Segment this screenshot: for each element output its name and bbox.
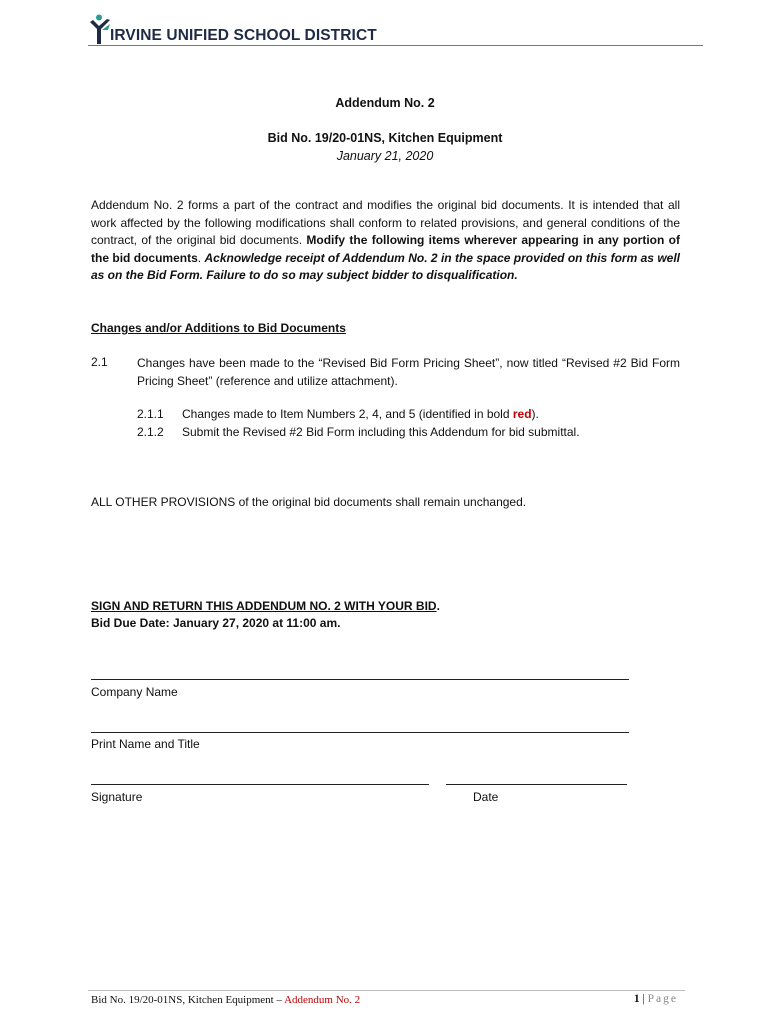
subitem-highlight: red bbox=[512, 407, 532, 421]
header-divider bbox=[88, 45, 703, 46]
intro-text: Addendum No. 2 forms a part of the contract and modifies the original bid documents. It is intended that all work affected by the following modifications shall conform to related provisions, and general conditions of the contract, of the original bid documents. bbox=[91, 198, 680, 247]
bid-due-date: Bid Due Date: January 27, 2020 at 11:00 am. bbox=[91, 616, 341, 630]
addendum-date: January 21, 2020 bbox=[336, 149, 434, 163]
page-number bbox=[634, 993, 678, 1005]
footer-bid-text: Bid No. 19/20-01NS, Kitchen Equipment – bbox=[91, 994, 285, 1006]
company-name-label: Company Name bbox=[91, 685, 178, 699]
bid-title: Bid No. 19/20-01NS, Kitchen Equipment bbox=[267, 131, 503, 145]
subitem-text bbox=[182, 407, 539, 421]
intro-bold-text: Modify the following items wherever appearing in any portion of the bid documents bbox=[91, 233, 680, 265]
signature-line[interactable] bbox=[91, 784, 429, 785]
signature-label: Signature bbox=[91, 790, 143, 804]
subitem-text-before: Changes made to Item Numbers 2, 4, and 5 (identified in bold bbox=[182, 407, 513, 421]
addendum-title: Addendum No. 2 bbox=[335, 96, 435, 110]
date-label: Date bbox=[473, 790, 499, 804]
footer-divider bbox=[88, 990, 685, 991]
district-name: IRVINE UNIFIED SCHOOL DISTRICT bbox=[110, 27, 377, 44]
sign-return-period: . bbox=[436, 599, 440, 613]
subitem-text: Submit the Revised #2 Bid Form including this Addendum for bid submittal. bbox=[182, 425, 580, 439]
page-number-value: 1 bbox=[633, 993, 640, 1005]
footer-addendum-text: Addendum No. 2 bbox=[284, 994, 361, 1006]
print-name-line[interactable] bbox=[91, 732, 629, 733]
company-name-line[interactable] bbox=[91, 679, 629, 680]
provisions-statement: ALL OTHER PROVISIONS of the original bid documents shall remain unchanged. bbox=[91, 495, 527, 509]
print-name-label: Print Name and Title bbox=[91, 737, 200, 751]
item-text: Changes have been made to the “Revised Bid Form Pricing Sheet”, now titled “Revised #2 Bid Form Pricing Sheet” (reference and utilize attachment). bbox=[137, 356, 680, 388]
subitem-number: 2.1.1 bbox=[137, 407, 164, 421]
page-separator: | bbox=[639, 993, 648, 1005]
footer-reference bbox=[91, 994, 360, 1006]
date-line[interactable] bbox=[446, 784, 627, 785]
page-header bbox=[88, 14, 703, 48]
intro-paragraph bbox=[91, 197, 680, 285]
subitem-text-after: ). bbox=[531, 407, 539, 421]
section-heading: Changes and/or Additions to Bid Documents bbox=[91, 321, 346, 335]
sign-return-text: SIGN AND RETURN THIS ADDENDUM NO. 2 WITH YOUR BID bbox=[91, 599, 437, 613]
intro-period: . bbox=[197, 250, 205, 265]
item-number: 2.1 bbox=[91, 355, 108, 369]
sign-return-heading bbox=[91, 599, 440, 613]
acknowledge-notice: Acknowledge receipt of Addendum No. 2 in the space provided on this form as well as on the Bid Form. Failure to do so may subject bidder to disqualification. bbox=[91, 250, 681, 282]
subitem-number: 2.1.2 bbox=[137, 425, 164, 439]
page-word: Page bbox=[647, 993, 678, 1005]
